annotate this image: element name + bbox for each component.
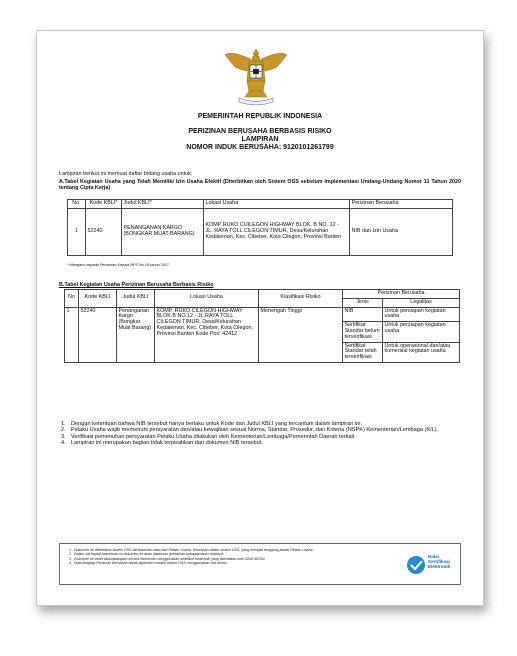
table-row [65,307,460,322]
country-heading: PEMERINTAH REPUBLIK INDONESIA [197,113,323,120]
garuda-emblem-icon [223,45,289,107]
col-header-no: No. [68,200,86,209]
cell-judul: PENANGANAN KARGO (BONGKAR MUAT BARANG) [122,208,204,255]
cell-no: 1 [65,307,79,362]
list-item: 3. Dokumen ini telah ditandatangani secara elektronik menggunakan sertifikat elektronik yang diterbitkan oleh BSrE-BSSN. [69,556,266,561]
col-header-judul: Judul KBLI [117,290,155,308]
cell-legalitas: Untuk persiapan kegiatan usaha [383,322,460,342]
cell-no: 1 [68,208,86,255]
col-header-no: No [65,290,79,308]
col-header-kode: Kode KBLI [79,290,117,308]
document-title: PERIZINAN BERUSAHA BERBASIS RISIKO [188,128,332,135]
col-header-legalitas: Legalitas [383,298,460,307]
nib-number: NOMOR INDUK BERUSAHA: 9120101261799 [186,144,334,151]
intro-text: Lampiran berikut ini memuat daftar bidang usaha untuk: [59,171,193,177]
col-header-lokasi: Lokasi Usaha [155,290,259,308]
cell-jenis: Sertifikat Standar telah terverifikasi [343,342,383,362]
cell-kode: 52240 [79,307,117,362]
table-section-a [67,199,453,256]
col-header-perizinan: Perizinan Berusaha [343,290,460,299]
cell-lokasi: KOMP. RUKO CILEGON HIGHWAY BLOK.B NO.12 - JL.RAYA TOLL CILEGON TIMUR, Desa/Kelurahan Kedaleman, Kec. Cibeber, Kota Cilegon, Provinsi Banten Kode Pos: 42412 [155,307,259,362]
footer-disclaimer [59,543,461,585]
cell-perizinan: NIB dan Izin Usaha [350,208,453,255]
document-subtitle: LAMPIRAN [241,136,279,143]
col-header-klasifikasi: Klasifikasi Risiko [259,290,343,308]
cell-legalitas: Untuk persiapan kegiatan usaha [383,307,460,322]
col-header-judul: Judul KBLI* [122,200,204,209]
document-page [36,30,484,606]
table-section-b [64,289,460,363]
list-item: 1. Dengan ketentuan bahwa NIB tersebut hanya berlaku untuk Kode dan Judul KBLI yang tercantum dalam lampiran ini. [61,421,363,427]
list-item: 4. Data lengkap Perizinan Berusaha dapat diperoleh melalui sistem OSS menggunakan hak akses. [69,560,228,565]
cell-klasifikasi: Menengah Tinggi [259,307,343,362]
list-item: 2. Dalam hal terjadi kekeliruan isi dokumen ini akan dilakukan perbaikan sebagaimana mestinya. [69,552,224,557]
cell-kode: 52240 [86,208,122,255]
col-header-perizinan: Perizinan Berusaha [350,200,453,209]
cell-lokasi: KOMP RUKO CUILEGON HIGHWAY BLOK. B NO. 12 - JL. RAYA TOLL CILEGON TIMUR, Desa/Kelurahan Kedaleman, Kec. Cibeber, Kota Cilegon, Provinsi Banten [204,208,350,255]
table-row [68,208,453,255]
list-item: 4. Lampiran ini merupakan bagian tidak terpisahkan dari dokumen NIB tersebut. [61,439,263,446]
col-header-jenis: Jenis [343,298,383,307]
section-a-footnote: * Mengacu kepada Peraturan Kepala BPS No.19 tahun 2017 [67,263,170,267]
cell-jenis: NIB [343,307,383,322]
notes-list [61,421,461,446]
cell-judul: Penanganan Kargo (Bongkar Muat Barang) [117,307,155,362]
section-b-title: B.Tabel Kegiatan Usaha Perizinan Berusaha Berbasis Risiko [59,282,214,288]
col-header-kode: Kode KBLI* [86,200,122,209]
list-item: 2. Pelaku Usaha wajib memenuhi persyaratan dan/atau kewajiban sesuai Norma, Standar, Prosedur, dan Kriteria (NSPK) Kementerian/Lembaga (K/L). [61,427,439,434]
col-header-lokasi: Lokasi Usaha [204,200,350,209]
bsre-logo-text: Balai Sertifikasi Elektronik [428,554,451,569]
list-item: 3. Verifikasi pemenuhan persyaratan Pelaku Usaha dilakukan oleh Kementerian/Lembaga/Pemerintah Daerah terkait. [61,433,356,440]
list-item: 1. Dokumen ini diterbitkan sistem OSS berdasarkan data dari Pelaku Usaha, tersimpan dalam sistem OSS, yang menjadi tanggung jawab Pelaku Usaha. [69,548,314,552]
cell-legalitas: Untuk operasional dan/atau komersial kegiatan usaha [383,342,460,362]
section-a-title: A.Tabel Kegiatan Usaha yang Telah Memiliki Izin Usaha Efektif (Diterbitkan oleh Sistem OSS sebelum implementasi Undang-Undang Nomor 11 Tahun 2020 tentang Cipta Kerja) [59,179,461,191]
cell-jenis: Sertifikat Standar belum terverifikasi [343,322,383,342]
